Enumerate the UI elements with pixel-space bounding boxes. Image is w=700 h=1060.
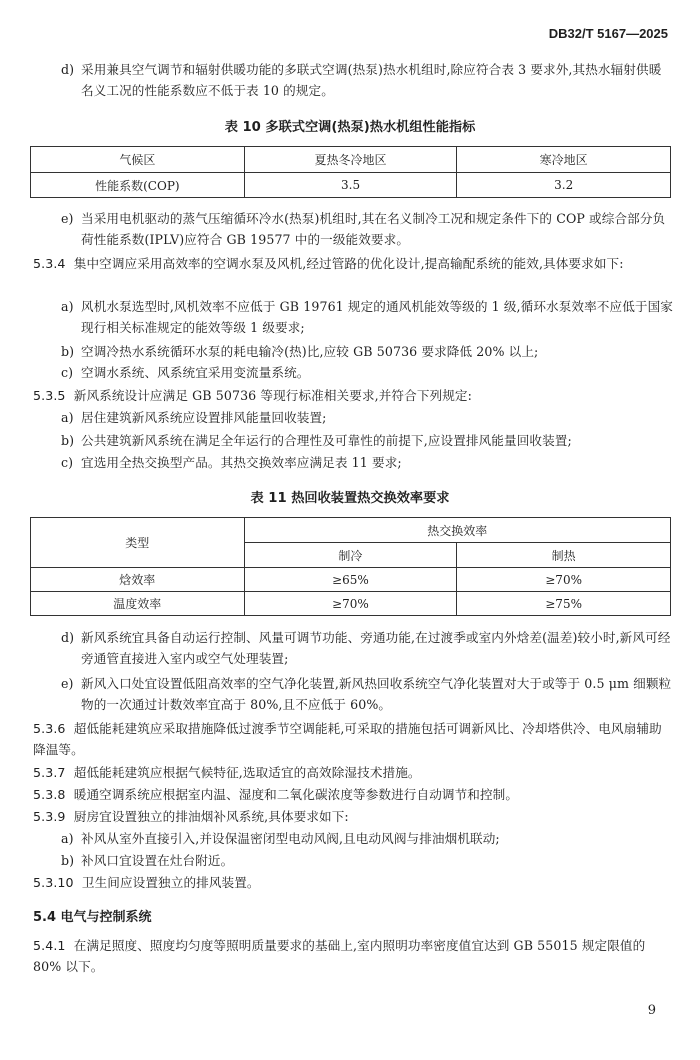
item-e-chiller (61, 208, 673, 250)
clause-text: 超低能耗建筑应采取措施降低过渡季节空调能耗,可采取的措施包括可调新风比、冷却塔供冷、电风扇辅助降温等。 (33, 721, 662, 757)
item-b-outlet (61, 850, 673, 871)
clause-text: 厨房宜设置独立的排油烟补风系统,具体要求如下: (73, 809, 349, 824)
item-d-bypass (61, 627, 673, 669)
table10-row-label: 性能系数(COP) (31, 173, 245, 198)
table10-header-cold: 寒冷地区 (457, 147, 671, 173)
item-text: 新风系统宜具备自动运行控制、风量可调节功能、旁通功能,在过渡季或室内外焓差(温差)较小时,新风可经旁通管直接进入室内或空气处理装置; (81, 630, 671, 666)
item-text: 补风口宜设置在灶台附近。 (81, 853, 234, 868)
item-label: a) (61, 831, 74, 846)
table11-header-type: 类型 (31, 518, 245, 568)
item-b-public (61, 430, 673, 451)
item-label: b) (61, 344, 75, 359)
item-label: d) (61, 62, 75, 77)
table10-cell: 3.5 (244, 173, 457, 198)
item-label: b) (61, 853, 75, 868)
item-text: 风机水泵选型时,风机效率不应低于 GB 19761 规定的通风机能效等级的 1 级,循环水泵效率不应低于国家现行相关标准规定的能效等级 1 级要求; (81, 299, 673, 335)
table11-title: 表 11 热回收装置热交换效率要求 (250, 491, 450, 506)
table11-cell: ≥65% (244, 568, 457, 592)
clause-text: 超低能耗建筑应根据气候特征,选取适宜的高效除湿技术措施。 (73, 765, 421, 780)
item-text: 空调水系统、风系统宜采用变流量系统。 (81, 365, 310, 380)
table11-cell: ≥70% (244, 592, 457, 616)
clause-5-3-10 (33, 872, 673, 893)
table10-cell: 3.2 (457, 173, 671, 198)
clause-5-3-7 (33, 762, 673, 783)
table11-header-cooling: 制冷 (244, 543, 457, 568)
page-number: 9 (647, 1003, 656, 1018)
clause-5-3-9 (33, 806, 673, 827)
item-b-transport-ratio (61, 341, 673, 362)
clause-number: 5.3.9 (33, 809, 66, 824)
item-c-variable-flow (61, 362, 673, 383)
table10-header-climate: 气候区 (31, 147, 245, 173)
watermark (325, 690, 336, 715)
item-label: a) (61, 410, 74, 425)
clause-number: 5.4.1 (33, 938, 66, 953)
clause-5-3-6 (33, 718, 673, 760)
item-label: e) (61, 676, 74, 691)
item-text: 补风从室外直接引入,并设保温密闭型电动风阀,且电动风阀与排油烟机联动; (81, 831, 500, 846)
clause-number: 5.3.4 (33, 256, 66, 271)
table11-header-efficiency: 热交换效率 (244, 518, 670, 543)
section-5-4-title: 5.4 电气与控制系统 (33, 910, 152, 925)
table11-header-heating: 制热 (457, 543, 671, 568)
table11-row-type: 温度效率 (31, 592, 245, 616)
clause-text: 卫生间应设置独立的排风装置。 (81, 875, 260, 890)
clause-number: 5.3.5 (33, 388, 66, 403)
item-text: 公共建筑新风系统在满足全年运行的合理性及可靠性的前提下,应设置排风能量回收装置; (81, 433, 572, 448)
item-label: b) (61, 433, 75, 448)
item-label: c) (61, 455, 74, 470)
table11 (30, 517, 671, 616)
table10-header-hot-summer: 夏热冬冷地区 (244, 147, 457, 173)
clause-text: 集中空调应采用高效率的空调水泵及风机,经过管路的优化设计,提高输配系统的能效,具体要求如下: (73, 256, 624, 271)
item-label: d) (61, 630, 75, 645)
table10-title: 表 10 多联式空调(热泵)热水机组性能指标 (224, 120, 476, 135)
clause-5-3-5 (33, 385, 673, 406)
item-label: e) (61, 211, 74, 226)
table11-cell: ≥75% (457, 592, 671, 616)
item-text: 宜选用全热交换型产品。其热交换效率应满足表 11 要求; (81, 455, 402, 470)
item-text: 空调冷热水系统循环水泵的耗电输冷(热)比,应较 GB 50736 要求降低 20% 以上; (81, 344, 539, 359)
clause-number: 5.3.6 (33, 721, 66, 736)
clause-5-3-4 (33, 253, 673, 274)
item-text: 当采用电机驱动的蒸气压缩循环冷水(热泵)机组时,其在名义制冷工况和规定条件下的 COP 或综合部分负荷性能系数(IPLV)应符合 GB 19577 中的一级能效要求。 (81, 211, 666, 247)
item-text: 居住建筑新风系统应设置排风能量回收装置; (81, 410, 327, 425)
item-e-filter (61, 673, 673, 715)
item-label: c) (61, 365, 74, 380)
clause-text: 新风系统设计应满足 GB 50736 等现行标准相关要求,并符合下列规定: (73, 388, 472, 403)
table11-row-type: 焓效率 (31, 568, 245, 592)
clause-5-4-1 (33, 935, 673, 977)
item-label: a) (61, 299, 74, 314)
table10 (30, 146, 671, 198)
clause-5-3-8 (33, 784, 673, 805)
table11-cell: ≥70% (457, 568, 671, 592)
item-text: 新风入口处宜设置低阻高效率的空气净化装置,新风热回收系统空气净化装置对大于或等于 0.5 μm 细颗粒物的一次通过计数效率宜高于 80%,且不应低于 60%。 (81, 676, 672, 712)
item-d-hvac-radiant (61, 59, 673, 101)
standard-code: DB32/T 5167—2025 (548, 26, 668, 41)
item-a-residential (61, 407, 673, 428)
item-text: 采用兼具空气调节和辐射供暖功能的多联式空调(热泵)热水机组时,除应符合表 3 要求外,其热水辐射供暖名义工况的性能系数应不低于表 10 的规定。 (81, 62, 662, 98)
clause-number: 5.3.7 (33, 765, 66, 780)
clause-text: 在满足照度、照度均匀度等照明质量要求的基础上,室内照明功率密度值宜达到 GB 55015 规定限值的 80% 以下。 (33, 938, 646, 974)
item-a-pump-fan (61, 296, 673, 338)
clause-text: 暖通空调系统应根据室内温、湿度和二氧化碳浓度等参数进行自动调节和控制。 (73, 787, 519, 802)
clause-number: 5.3.10 (33, 875, 74, 890)
item-c-total-heat (61, 452, 673, 473)
item-a-makeup-air (61, 828, 673, 849)
clause-number: 5.3.8 (33, 787, 66, 802)
